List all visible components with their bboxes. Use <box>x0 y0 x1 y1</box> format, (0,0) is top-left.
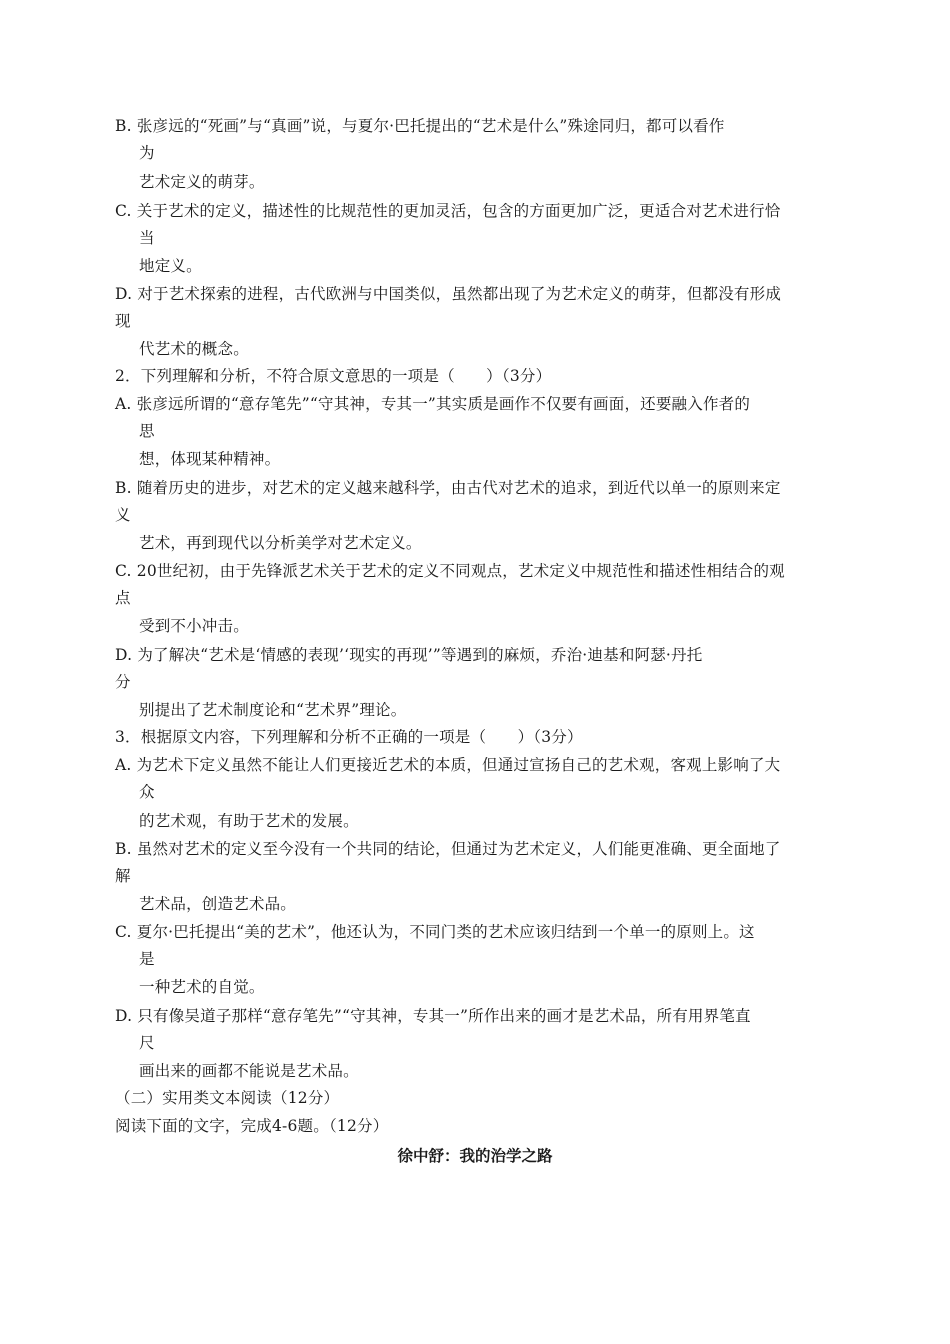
q1-option-b-line1: B. 张彦远的“死画”与“真画”说，与夏尔·巴托提出的“艺术是什么”殊途同归，都可以看作 <box>115 117 725 135</box>
question-3-stem: 3．根据原文内容，下列理解和分析不正确的一项是（ ）（3分） <box>115 728 583 746</box>
q3-option-b-wrap: 解 <box>115 867 131 885</box>
q2-option-d-line1: D. 为了解决“艺术是‘情感的表现’‘现实的再现’”等遇到的麻烦，乔治·迪基和阿瑟·丹托 <box>115 646 703 664</box>
q1-option-b-wrap: 为 <box>139 144 155 162</box>
q3-option-a-line2: 的艺术观，有助于艺术的发展。 <box>139 812 359 830</box>
q2-option-b-line1: B. 随着历史的进步，对艺术的定义越来越科学，由古代对艺术的追求，到近代以单一的原则来定 <box>115 479 781 497</box>
q3-option-b-line1: B. 虽然对艺术的定义至今没有一个共同的结论，但通过为艺术定义，人们能更准确、更全面地了 <box>115 840 781 858</box>
q3-option-c-wrap: 是 <box>139 950 155 968</box>
q2-option-c-wrap: 点 <box>115 589 131 607</box>
q1-option-d-line2: 代艺术的概念。 <box>139 340 249 358</box>
q2-option-d-line2: 别提出了艺术制度论和“艺术界”理论。 <box>139 701 407 719</box>
q1-option-c-line2: 地定义。 <box>139 257 202 275</box>
q3-option-c-line2: 一种艺术的自觉。 <box>139 978 265 996</box>
q2-option-b-wrap: 义 <box>115 506 131 524</box>
q2-option-a-wrap: 思 <box>139 422 155 440</box>
q3-option-a-wrap: 众 <box>139 783 155 801</box>
q1-option-b-line2: 艺术定义的萌芽。 <box>139 173 265 191</box>
q3-option-d-line1: D. 只有像吴道子那样“意存笔先”“守其神，专其一”所作出来的画才是艺术品，所有用界笔直 <box>115 1007 751 1025</box>
q3-option-b-line2: 艺术品，创造艺术品。 <box>139 895 297 913</box>
q2-option-a-line1: A. 张彦远所谓的“意存笔先”“守其神，专其一”其实质是画作不仅要有画面，还要融入作者的 <box>115 395 751 413</box>
q2-option-d-wrap: 分 <box>115 673 131 691</box>
q2-option-b-line2: 艺术，再到现代以分析美学对艺术定义。 <box>139 534 422 552</box>
q2-option-c-line1: C. 20世纪初，由于先锋派艺术关于艺术的定义不同观点，艺术定义中规范性和描述性相结合的观 <box>115 562 785 580</box>
section-heading: （二）实用类文本阅读（12分） <box>115 1089 340 1107</box>
q1-option-c-wrap: 当 <box>139 229 155 247</box>
q3-option-a-line1: A. 为艺术下定义虽然不能让人们更接近艺术的本质，但通过宣扬自己的艺术观，客观上影响了大 <box>115 756 781 774</box>
article-title: 徐中舒：我的治学之路 <box>397 1147 553 1165</box>
q3-option-d-line2: 画出来的画都不能说是艺术品。 <box>139 1062 359 1080</box>
q1-option-c-line1: C. 关于艺术的定义，描述性的比规范性的更加灵活，包含的方面更加广泛，更适合对艺术进行恰 <box>115 202 781 220</box>
q1-option-d-line1: D. 对于艺术探索的进程，古代欧洲与中国类似，虽然都出现了为艺术定义的萌芽，但都没有形成 <box>115 285 782 303</box>
question-2-stem: 2．下列理解和分析，不符合原文意思的一项是（ ）（3分） <box>115 367 552 385</box>
q2-option-c-line2: 受到不小冲击。 <box>139 617 249 635</box>
q3-option-d-wrap: 尺 <box>139 1034 155 1052</box>
reading-instruction: 阅读下面的文字，完成4-6题。（12分） <box>115 1117 389 1135</box>
q1-option-d-wrap: 现 <box>115 312 131 330</box>
q3-option-c-line1: C. 夏尔·巴托提出“美的艺术”，他还认为，不同门类的艺术应该归结到一个单一的原则上。这 <box>115 923 755 941</box>
q2-option-a-line2: 想，体现某种精神。 <box>139 450 281 468</box>
